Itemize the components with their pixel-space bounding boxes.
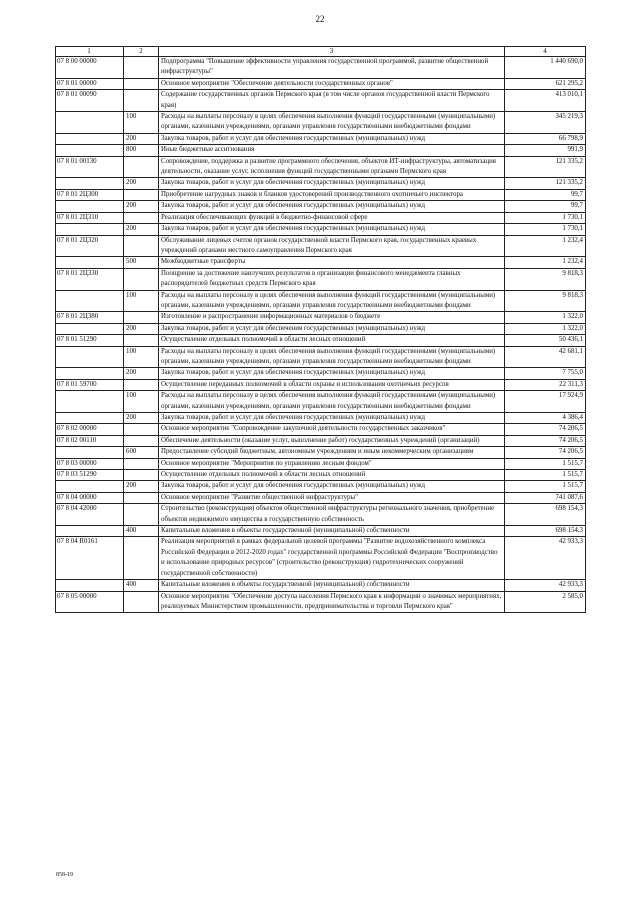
name-cell: Закупка товаров, работ и услуг для обеспечения государственных (муниципальных) нужд (159, 201, 505, 212)
amount-cell: 42 933,3 (505, 537, 586, 580)
table-row (56, 504, 586, 526)
amount-cell: 99,7 (505, 201, 586, 212)
expense-type-cell: 600 (124, 447, 159, 458)
name-cell: Реализация обеспечивающих функций в бюджетно-финансовой сфере (159, 212, 505, 223)
code-cell (56, 413, 124, 424)
code-cell (56, 145, 124, 156)
expense-type-cell: 100 (124, 112, 159, 134)
code-cell (56, 580, 124, 591)
header-cell: 2 (124, 47, 159, 57)
amount-cell: 66 798,9 (505, 133, 586, 144)
code-cell: 07 8 01 00000 (56, 78, 124, 89)
amount-cell: 17 924,9 (505, 391, 586, 413)
name-cell: Подпрограмма "Повышение эффективности управления государственной программой, развитие общественной инфраструктуры" (159, 57, 505, 79)
table-row (56, 537, 586, 580)
code-cell (56, 323, 124, 334)
amount-cell: 7 755,0 (505, 368, 586, 379)
code-cell (56, 178, 124, 189)
table-row (56, 257, 586, 268)
document-code: 858-19 (56, 872, 73, 878)
expense-type-cell (124, 435, 159, 446)
code-cell: 07 8 00 00000 (56, 57, 124, 79)
table-row (56, 178, 586, 189)
table-row (56, 470, 586, 481)
amount-cell: 1 322,0 (505, 323, 586, 334)
table-row (56, 112, 586, 134)
name-cell: Обслуживание лицевых счетов органов государственной власти Пермского края, государственных краевых учреждений органами местного самоуправления Пермского края (159, 235, 505, 257)
expense-type-cell (124, 335, 159, 346)
name-cell: Строительство (реконструкция) объектов общественной инфраструктуры регионального значения, приобретение объектов недвижимого имущества в государственную собственность (159, 504, 505, 526)
expense-type-cell: 100 (124, 346, 159, 368)
amount-cell: 2 585,0 (505, 591, 586, 613)
amount-cell: 121 335,2 (505, 156, 586, 178)
expense-type-cell: 100 (124, 391, 159, 413)
amount-cell: 74 206,5 (505, 424, 586, 435)
header-cell: 4 (505, 47, 586, 57)
table-row (56, 268, 586, 290)
name-cell: Основное мероприятие "Обеспечение деятельности государственных органов" (159, 78, 505, 89)
code-cell: 07 8 01 2Ц320 (56, 235, 124, 257)
name-cell: Основное мероприятие "Мероприятия по управлению лесным фондом" (159, 458, 505, 469)
expense-type-cell: 200 (124, 133, 159, 144)
table-row (56, 312, 586, 323)
code-cell (56, 368, 124, 379)
code-cell: 07 8 01 2Ц380 (56, 312, 124, 323)
expense-type-cell (124, 537, 159, 580)
expense-type-cell (124, 57, 159, 79)
code-cell: 07 8 04 42000 (56, 504, 124, 526)
name-cell: Закупка товаров, работ и услуг для обеспечения государственных (муниципальных) нужд (159, 481, 505, 492)
code-cell (56, 481, 124, 492)
amount-cell: 1 440 690,0 (505, 57, 586, 79)
amount-cell: 99,7 (505, 189, 586, 200)
expense-type-cell (124, 379, 159, 390)
page-number: 22 (315, 14, 325, 24)
table-row (56, 379, 586, 390)
name-cell: Капитальные вложения в объекты государственной (муниципальной) собственности (159, 580, 505, 591)
code-cell: 07 8 02 00110 (56, 435, 124, 446)
table-row (56, 90, 586, 112)
name-cell: Осуществление переданных полномочий в области охраны и использования охотничьих ресурсов (159, 379, 505, 390)
table-row (56, 591, 586, 613)
amount-cell: 42 933,3 (505, 580, 586, 591)
expense-type-cell (124, 504, 159, 526)
name-cell: Капитальные вложения в объекты государственной (муниципальной) собственности (159, 526, 505, 537)
table-row (56, 435, 586, 446)
table-row (56, 145, 586, 156)
header-cell: 1 (56, 47, 124, 57)
name-cell: Основное мероприятие "Сопровождение закупочной деятельности государственных заказчиков" (159, 424, 505, 435)
amount-cell: 9 818,3 (505, 290, 586, 312)
name-cell: Поощрение за достижение наилучших результатов в организации финансового менеджмента главных распорядителей бюджетных средств Пермского края (159, 268, 505, 290)
table-row (56, 235, 586, 257)
amount-cell: 50 436,1 (505, 335, 586, 346)
table-row (56, 458, 586, 469)
expense-type-cell: 200 (124, 224, 159, 235)
expense-type-cell (124, 90, 159, 112)
table-row (56, 391, 586, 413)
code-cell: 07 8 04 00000 (56, 492, 124, 503)
code-cell (56, 112, 124, 134)
expense-type-cell: 400 (124, 526, 159, 537)
name-cell: Приобретение нагрудных знаков и бланков удостоверений производственного охотничьего инспектора (159, 189, 505, 200)
code-cell: 07 8 01 00090 (56, 90, 124, 112)
expense-type-cell (124, 189, 159, 200)
code-cell: 07 8 01 00130 (56, 156, 124, 178)
amount-cell: 991,9 (505, 145, 586, 156)
code-cell: 07 8 02 00000 (56, 424, 124, 435)
code-cell: 07 8 05 00000 (56, 591, 124, 613)
name-cell: Содержание государственных органов Пермского края (в том числе органов государственной власти Пермского края) (159, 90, 505, 112)
table-row (56, 133, 586, 144)
name-cell: Изготовление и распространение информационных материалов о бюджете (159, 312, 505, 323)
code-cell (56, 447, 124, 458)
table-row (56, 447, 586, 458)
expense-type-cell: 800 (124, 145, 159, 156)
expense-type-cell (124, 424, 159, 435)
table-row (56, 492, 586, 503)
expense-type-cell (124, 156, 159, 178)
expense-type-cell (124, 470, 159, 481)
expense-type-cell: 200 (124, 481, 159, 492)
amount-cell: 1 232,4 (505, 257, 586, 268)
name-cell: Межбюджетные трансферты (159, 257, 505, 268)
amount-cell: 345 219,3 (505, 112, 586, 134)
amount-cell: 741 087,6 (505, 492, 586, 503)
amount-cell: 121 335,2 (505, 178, 586, 189)
expense-type-cell: 400 (124, 580, 159, 591)
amount-cell: 1 515,7 (505, 458, 586, 469)
amount-cell: 74 206,5 (505, 447, 586, 458)
name-cell: Закупка товаров, работ и услуг для обеспечения государственных (муниципальных) нужд (159, 224, 505, 235)
expense-type-cell: 100 (124, 290, 159, 312)
name-cell: Закупка товаров, работ и услуг для обеспечения государственных (муниципальных) нужд (159, 133, 505, 144)
expense-type-cell (124, 212, 159, 223)
name-cell: Закупка товаров, работ и услуг для обеспечения государственных (муниципальных) нужд (159, 368, 505, 379)
expense-type-cell (124, 591, 159, 613)
code-cell: 07 8 03 51290 (56, 470, 124, 481)
amount-cell: 698 154,3 (505, 504, 586, 526)
expense-type-cell (124, 235, 159, 257)
name-cell: Иные бюджетные ассигнования (159, 145, 505, 156)
expense-type-cell (124, 458, 159, 469)
table-row (56, 189, 586, 200)
code-cell: 07 8 04 R0161 (56, 537, 124, 580)
expense-type-cell (124, 492, 159, 503)
amount-cell: 1 322,0 (505, 312, 586, 323)
table-row (56, 212, 586, 223)
amount-cell: 1 232,4 (505, 235, 586, 257)
amount-cell: 698 154,3 (505, 526, 586, 537)
table-row (56, 156, 586, 178)
table-row (56, 290, 586, 312)
name-cell: Расходы на выплаты персоналу в целях обеспечения выполнения функций государственными (муниципальными) органами, казенными учреждениями, органами управления государственными внебюджетными фондами (159, 346, 505, 368)
code-cell (56, 201, 124, 212)
name-cell: Расходы на выплаты персоналу в целях обеспечения выполнения функций государственными (муниципальными) органами, казенными учреждениями, органами управления государственными внебюджетными фондами (159, 391, 505, 413)
code-cell: 07 8 01 2Ц310 (56, 212, 124, 223)
table-row (56, 78, 586, 89)
amount-cell: 42 681,1 (505, 346, 586, 368)
amount-cell: 9 818,3 (505, 268, 586, 290)
expense-type-cell: 200 (124, 178, 159, 189)
amount-cell: 621 295,2 (505, 78, 586, 89)
name-cell: Реализация мероприятий в рамках федеральной целевой программы "Развитие водохозяйственного комплекса Российской Федерации в 2012-2020 годах" государственной программы Российской Федерации "Воспроизводство и использование природных ресурсов" (строительство (реконструкция) гидротехнических сооружений государственной собственности) (159, 537, 505, 580)
name-cell: Предоставление субсидий бюджетным, автономным учреждениям и иным некоммерческим организациям (159, 447, 505, 458)
table-row (56, 201, 586, 212)
name-cell: Осуществление отдельных полномочий в области лесных отношений (159, 470, 505, 481)
table-row (56, 481, 586, 492)
name-cell: Закупка товаров, работ и услуг для обеспечения государственных (муниципальных) нужд (159, 413, 505, 424)
code-cell: 07 8 01 51290 (56, 335, 124, 346)
expense-type-cell: 200 (124, 368, 159, 379)
amount-cell: 413 010,1 (505, 90, 586, 112)
code-cell (56, 391, 124, 413)
expense-type-cell (124, 268, 159, 290)
amount-cell: 1 730,1 (505, 224, 586, 235)
table-row (56, 424, 586, 435)
name-cell: Расходы на выплаты персоналу в целях обеспечения выполнения функций государственными (муниципальными) органами, казенными учреждениями, органами управления государственными внебюджетными фондами (159, 290, 505, 312)
table-row (56, 368, 586, 379)
amount-cell: 1 730,1 (505, 212, 586, 223)
amount-cell: 1 515,7 (505, 470, 586, 481)
name-cell: Осуществление отдельных полномочий в области лесных отношений (159, 335, 505, 346)
expense-type-cell: 200 (124, 323, 159, 334)
code-cell (56, 526, 124, 537)
amount-cell: 1 515,7 (505, 481, 586, 492)
table-row (56, 224, 586, 235)
name-cell: Основное мероприятие "Обеспечение доступа населения Пермского края к информации о значимых мероприятиях, реализуемых Министерством промышленности, предпринимательства и торговли Пермского края" (159, 591, 505, 613)
name-cell: Закупка товаров, работ и услуг для обеспечения государственных (муниципальных) нужд (159, 323, 505, 334)
code-cell: 07 8 03 00000 (56, 458, 124, 469)
name-cell: Сопровождение, поддержка и развитие программного обеспечения, объектов ИТ-инфраструктуры, автоматизация деятельности, оказание услуг, исполнения функций государственными органами Пермского края (159, 156, 505, 178)
expense-type-cell (124, 78, 159, 89)
amount-cell: 22 311,3 (505, 379, 586, 390)
code-cell: 07 8 01 59700 (56, 379, 124, 390)
table-row (56, 346, 586, 368)
table-row (56, 57, 586, 79)
code-cell (56, 290, 124, 312)
code-cell: 07 8 01 2Ц330 (56, 268, 124, 290)
amount-cell: 74 206,5 (505, 435, 586, 446)
table-row (56, 335, 586, 346)
name-cell: Основное мероприятие "Развитие общественной инфраструктуры" (159, 492, 505, 503)
budget-table (55, 46, 586, 613)
table-row (56, 580, 586, 591)
header-row (56, 47, 586, 57)
table-row (56, 323, 586, 334)
code-cell: 07 8 01 2Ц300 (56, 189, 124, 200)
table-row (56, 413, 586, 424)
name-cell: Закупка товаров, работ и услуг для обеспечения государственных (муниципальных) нужд (159, 178, 505, 189)
expense-type-cell: 200 (124, 201, 159, 212)
expense-type-cell: 200 (124, 413, 159, 424)
code-cell (56, 346, 124, 368)
code-cell (56, 257, 124, 268)
code-cell (56, 224, 124, 235)
expense-type-cell: 500 (124, 257, 159, 268)
amount-cell: 4 386,4 (505, 413, 586, 424)
name-cell: Расходы на выплаты персоналу в целях обеспечения выполнения функций государственными (муниципальными) органами, казенными учреждениями, органами управления государственными внебюджетными фондами (159, 112, 505, 134)
name-cell: Обеспечение деятельности (оказание услуг, выполнение работ) государственных учреждений (организаций) (159, 435, 505, 446)
table-row (56, 526, 586, 537)
code-cell (56, 133, 124, 144)
expense-type-cell (124, 312, 159, 323)
header-cell: 3 (159, 47, 505, 57)
